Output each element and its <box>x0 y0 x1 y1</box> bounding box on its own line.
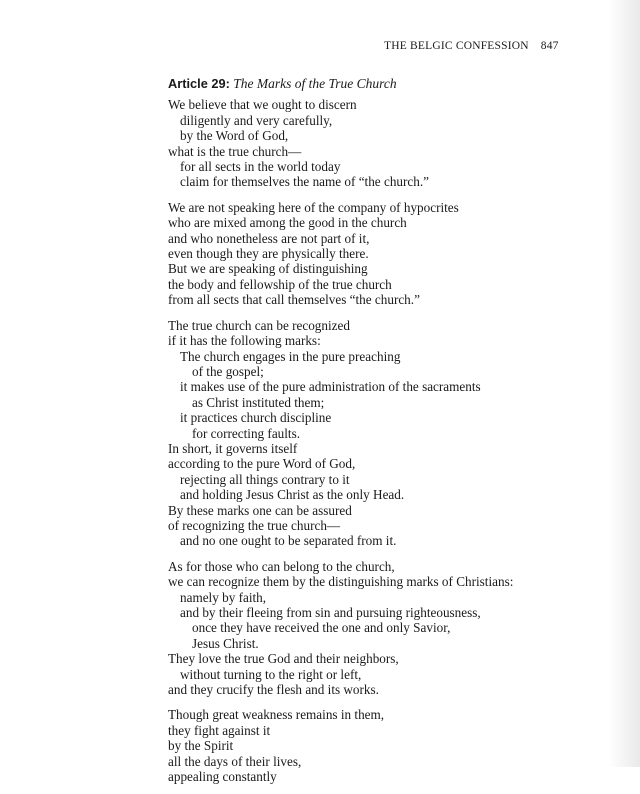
text-line: They love the true God and their neighbors, <box>168 651 399 667</box>
stanza <box>168 97 578 189</box>
stanza <box>168 200 578 308</box>
text-line: Though great weakness remains in them, <box>168 707 385 723</box>
text-line: even though they are physically there. <box>168 246 369 262</box>
text-line: The church engages in the pure preaching <box>180 348 401 364</box>
text-line: The true church can be recognized <box>168 317 350 333</box>
text-line: We are not speaking here of the company of hypocrites <box>168 199 459 215</box>
text-line: they fight against it <box>168 722 271 738</box>
text-line: But we are speaking of distinguishing <box>168 261 368 277</box>
text-line: appealing constantly <box>168 769 277 785</box>
header-title: THE BELGIC CONFESSION <box>384 40 529 52</box>
text-line: namely by faith, <box>180 589 267 605</box>
running-header <box>384 40 559 52</box>
text-line: diligently and very carefully, <box>180 112 333 128</box>
text-line: it practices church discipline <box>180 410 332 426</box>
text-line: if it has the following marks: <box>168 333 321 349</box>
text-line: without turning to the right or left, <box>180 666 362 682</box>
stanza <box>168 318 578 549</box>
text-line: according to the pure Word of God, <box>168 456 356 472</box>
text-line: and holding Jesus Christ as the only Head. <box>180 487 405 503</box>
article-heading <box>168 76 578 91</box>
text-line: we can recognize them by the distinguishing marks of Christians: <box>168 574 514 590</box>
text-line: the body and fellowship of the true church <box>168 276 392 292</box>
article-label: Article 29: <box>168 76 230 91</box>
text-line: by the Word of God, <box>180 128 289 144</box>
text-line: and by their fleeing from sin and pursuing righteousness, <box>180 605 481 620</box>
text-line: Jesus Christ. <box>192 635 259 651</box>
text-line: In short, it governs itself <box>168 440 298 456</box>
stanza <box>168 707 578 784</box>
text-line: of the gospel; <box>192 363 264 379</box>
page-edge-shading <box>570 0 640 767</box>
text-line: by the Spirit <box>168 738 234 754</box>
text-line: and who nonetheless are not part of it, <box>168 230 370 246</box>
stanza-list <box>168 97 578 784</box>
text-line: and they crucify the flesh and its works. <box>168 682 379 698</box>
page-number: 847 <box>540 40 559 52</box>
text-line: By these marks one can be assured <box>168 502 352 518</box>
text-line: who are mixed among the good in the church <box>168 215 407 231</box>
text-line: of recognizing the true church— <box>168 517 341 533</box>
text-line: it makes use of the pure administration of the sacraments <box>180 379 481 395</box>
text-line: and no one ought to be separated from it. <box>180 533 397 549</box>
text-line: what is the true church— <box>168 143 302 159</box>
article-subtitle: The Marks of the True Church <box>233 76 397 91</box>
text-line: We believe that we ought to discern <box>168 97 357 113</box>
text-line: for correcting faults. <box>192 425 301 441</box>
text-line: claim for themselves the name of “the church.” <box>180 174 429 190</box>
text-line: once they have received the one and only Savior, <box>192 620 451 636</box>
text-line: rejecting all things contrary to it <box>180 471 350 487</box>
stanza <box>168 559 578 698</box>
text-line: all the days of their lives, <box>168 753 302 769</box>
article-body <box>168 76 578 794</box>
text-line: As for those who can belong to the church, <box>168 558 395 574</box>
text-line: for all sects in the world today <box>180 159 341 175</box>
text-line: from all sects that call themselves “the church.” <box>168 292 420 308</box>
text-line: as Christ instituted them; <box>192 394 325 410</box>
